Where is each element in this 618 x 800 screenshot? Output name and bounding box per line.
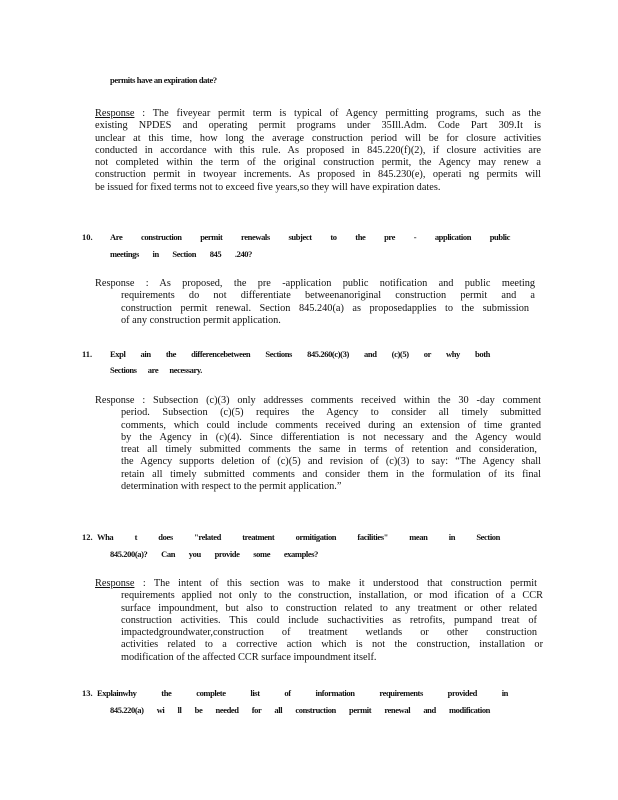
question-12-line-2: 845.200(a)? Can you provide some examples? <box>110 549 318 559</box>
response-10-line-1: Response : As proposed, the pre -application public notification and public meeting <box>95 278 535 289</box>
response-9-line-2: existing NPDES and operating permit programs under 35Ill.Adm. Code Part 309.It is <box>95 120 541 132</box>
question-11-line-2-wrap <box>110 365 202 375</box>
response-10-line-4: of any construction permit application. <box>121 314 281 326</box>
question-11-line-2: Sections are necessary. <box>110 365 202 375</box>
question-12-number: 12. <box>82 532 93 542</box>
question-9-line-2: permits have an expiration date? <box>110 75 217 85</box>
question-13 <box>97 688 508 698</box>
response-11 <box>95 395 541 493</box>
response-9-line-6: construction permit in twoyear increments. As proposed in 845.230(e), operati ng permits will <box>95 169 541 181</box>
question-13-line-1: Explainwhy the complete list of information requirements provided in <box>97 688 508 698</box>
question-13-number: 13. <box>82 688 93 698</box>
response-label: Response <box>95 578 135 589</box>
response-12-line-4: construction activities. This could include suchactivities as retrofits, pumpand treat of <box>121 614 537 626</box>
question-10-number: 10. <box>82 232 93 242</box>
response-10 <box>95 278 535 327</box>
response-11-line-5: treat all timely submitted comments the same in terms of retention and consideration, <box>121 444 537 456</box>
question-12-line-1: Wha t does "related treatment ormitigation facilities" mean in Section <box>97 532 500 542</box>
response-11-line-2: period. Subsection (c)(5) requires the Agency to consider all timely submitted <box>121 407 541 419</box>
response-9-line-5: not completed within the term of the original construction permit, the Agency may renew a <box>95 157 541 169</box>
response-12-line-5: impactedgroundwater,construction of treatment wetlands or other construction <box>121 627 537 639</box>
response-11-line-8: determination with respect to the permit application.” <box>121 481 342 493</box>
question-12 <box>97 532 500 542</box>
response-11-line-1: Response : Subsection (c)(3) only addresses comments received within the 30 -day comment <box>95 395 541 406</box>
response-12-line-2: requirements applied not only to the construction, installation, or mod ification of a CCR <box>121 590 543 602</box>
response-12-line-6: activities related to a corrective action which is not the construction, installation or <box>121 639 543 651</box>
response-9-line-7: be issued for fixed terms not to exceed five years,so they will have expiration dates. <box>95 181 441 193</box>
response-12-line-1: Response : The intent of this section was to make it understood that construction permit <box>95 578 537 589</box>
response-10-line-3: construction permit renewal. Section 845.240(a) as proposedapplies to the submission <box>121 302 529 314</box>
response-label: Response <box>95 108 135 119</box>
question-10-line-1: Are construction permit renewals subject to the pre - application public <box>110 232 510 242</box>
question-10 <box>110 232 510 242</box>
response-12-line-7: modification of the affected CCR surface impoundment itself. <box>121 651 377 663</box>
question-13-line-2: 845.220(a) wi ll be needed for all construction permit renewal and modification <box>110 705 490 715</box>
question-11-line-1: Expl ain the differencebetween Sections 845.260(c)(3) and (c)(5) or why both <box>110 349 490 359</box>
question-11-number: 11. <box>82 349 93 359</box>
question-13-line-2-wrap <box>110 705 490 715</box>
response-11-line-7: retain all timely submitted comments and consider them in the formulation of its final <box>121 468 541 480</box>
question-11 <box>110 349 490 359</box>
response-12-line-3: surface impoundment, but also to construction related to any treatment or other related <box>121 602 537 614</box>
response-9 <box>95 108 541 194</box>
response-11-line-4: by the Agency in (c)(4). Since differentiation is not necessary and the Agency would <box>121 431 541 443</box>
response-10-line-2: requirements do not differentiate betweenanoriginal construction permit and a <box>121 290 535 302</box>
question-12-line-2-wrap <box>110 549 318 559</box>
response-11-line-3: comments, which could include comments received during an extension of time granted <box>121 419 541 431</box>
response-12 <box>95 578 543 664</box>
response-9-line-3: unclear at this time, how long the average construction period will be for closure activities <box>95 132 541 144</box>
response-9-line-4: conducted in accordance with this rule. As proposed in 845.220(f)(2), if closure activities are <box>95 144 541 156</box>
response-11-line-6: the Agency supports deletion of (c)(5) and revision of (c)(3) to say: “The Agency shall <box>121 456 541 468</box>
question-10-line-2-wrap <box>110 249 252 259</box>
response-9-line-1: Response : The fiveyear permit term is typical of Agency permitting programs, such as the <box>95 108 541 119</box>
question-10-line-2: meetings in Section 845 .240? <box>110 249 252 259</box>
